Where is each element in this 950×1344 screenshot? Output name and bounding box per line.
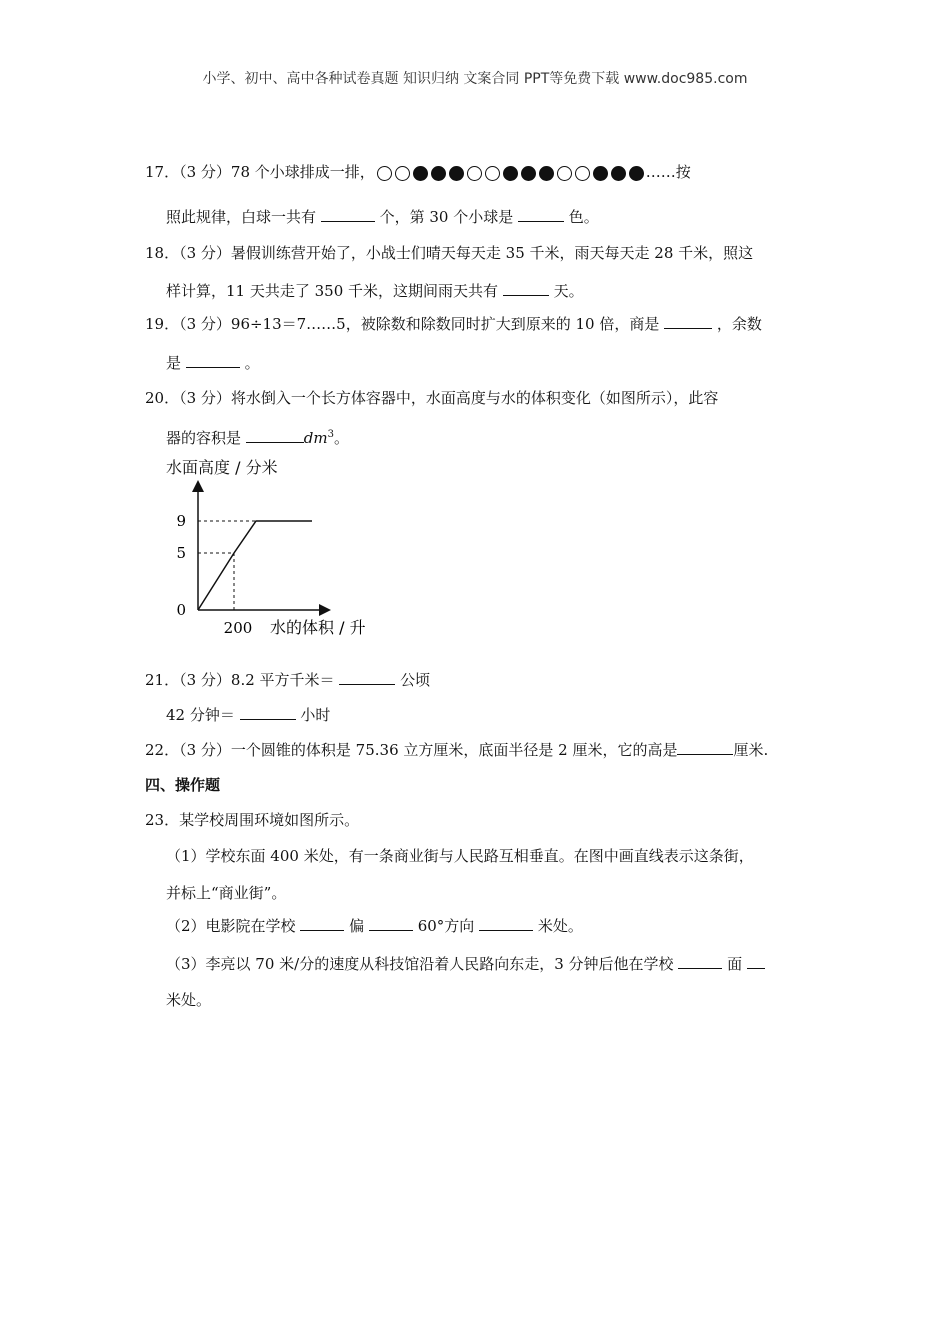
white-ball-icon bbox=[485, 166, 500, 181]
q21-text-a: 21．（3 分）8.2 平方千米＝ bbox=[145, 671, 335, 689]
q17-text-c: 色。 bbox=[568, 208, 599, 226]
q17-text-a: 照此规律，白球一共有 bbox=[166, 208, 317, 226]
q22-text-a: 22．（3 分）一个圆锥的体积是 75.36 立方厘米，底面半径是 2 厘米，它的高是 bbox=[145, 741, 678, 759]
x-tick-200: 200 bbox=[223, 619, 253, 637]
answer-blank[interactable] bbox=[664, 313, 712, 329]
chart-x-axis-label: 水的体积 / 升 bbox=[270, 618, 366, 637]
answer-blank[interactable] bbox=[678, 953, 722, 969]
unit-superscript: 3 bbox=[327, 429, 334, 440]
answer-blank[interactable] bbox=[246, 427, 304, 443]
question-23-line-1: 23．某学校周围环境如图所示。 bbox=[145, 811, 360, 829]
page-header: 小学、初中、高中各种试卷真题 知识归纳 文案合同 PPT等免费下载 www.doc985.com bbox=[202, 71, 748, 87]
question-22 bbox=[145, 739, 768, 761]
q18-text-b: 天。 bbox=[553, 282, 584, 300]
answer-blank[interactable] bbox=[677, 739, 733, 755]
q23-p3-text-a: （3）李亮以 70 米/分的速度从科技馆沿着人民路向东走，3 分钟后他在学校 bbox=[166, 955, 674, 973]
question-23-part-3-line-1 bbox=[166, 953, 765, 975]
question-20-line-2 bbox=[166, 424, 349, 449]
answer-blank[interactable] bbox=[747, 953, 765, 969]
white-ball-icon bbox=[377, 166, 392, 181]
question-23-part-2 bbox=[166, 915, 583, 937]
data-line bbox=[198, 521, 312, 610]
black-ball-icon bbox=[539, 166, 554, 181]
unit-dm: dm bbox=[303, 429, 328, 447]
section-heading: 四、操作题 bbox=[145, 776, 221, 794]
answer-blank[interactable] bbox=[186, 352, 240, 368]
black-ball-icon bbox=[413, 166, 428, 181]
black-ball-icon bbox=[431, 166, 446, 181]
question-23-part-1-line-1: （1）学校东面 400 米处，有一条商业街与人民路互相垂直。在图中画直线表示这条街， bbox=[166, 847, 754, 865]
q19-text-a: 19．（3 分）96÷13＝7……5，被除数和除数同时扩大到原来的 10 倍，商是 bbox=[145, 315, 660, 333]
q20-text-b: 。 bbox=[334, 429, 350, 447]
question-20-line-1: 20．（3 分）将水倒入一个长方体容器中，水面高度与水的体积变化（如图所示），此容 bbox=[145, 389, 719, 407]
answer-blank[interactable] bbox=[518, 206, 564, 222]
q23-p2-text-b: 偏 bbox=[349, 917, 365, 935]
question-23-part-1-line-2: 并标上“商业街”。 bbox=[166, 884, 287, 902]
question-17-line-2 bbox=[166, 206, 599, 228]
white-ball-icon bbox=[395, 166, 410, 181]
ball-pattern bbox=[377, 166, 644, 181]
q23-p3-text-b: 面 bbox=[727, 955, 743, 973]
water-height-chart bbox=[160, 475, 390, 645]
chart-y-axis-label: 水面高度 / 分米 bbox=[166, 458, 278, 477]
q19-text-c: 是 bbox=[166, 354, 182, 372]
q19-text-b: ，余数 bbox=[716, 315, 762, 333]
q20-text-a: 器的容积是 bbox=[166, 429, 242, 447]
q23-p2-text-c: 60°方向 bbox=[417, 917, 475, 935]
q22-text-b: 厘米. bbox=[733, 741, 769, 759]
black-ball-icon bbox=[611, 166, 626, 181]
q23-p2-text-d: 米处。 bbox=[537, 917, 583, 935]
black-ball-icon bbox=[503, 166, 518, 181]
q23-p2-text-a: （2）电影院在学校 bbox=[166, 917, 296, 935]
q17-prefix: 17．（3 分）78 个小球排成一排， bbox=[145, 163, 375, 181]
question-19-line-1 bbox=[145, 313, 762, 335]
q21-text-d: 小时 bbox=[300, 706, 331, 724]
y-tick-0: 0 bbox=[176, 601, 186, 619]
black-ball-icon bbox=[629, 166, 644, 181]
question-21-line-1 bbox=[145, 669, 430, 691]
white-ball-icon bbox=[575, 166, 590, 181]
q19-text-d: 。 bbox=[244, 354, 260, 372]
answer-blank[interactable] bbox=[479, 915, 533, 931]
question-17-line-1 bbox=[145, 161, 691, 183]
q17-text-b: 个，第 30 个小球是 bbox=[379, 208, 514, 226]
q18-text-a: 样计算，11 天共走了 350 千米，这期间雨天共有 bbox=[166, 282, 499, 300]
black-ball-icon bbox=[449, 166, 464, 181]
q17-suffix: ……按 bbox=[645, 163, 691, 181]
y-tick-5: 5 bbox=[176, 544, 186, 562]
white-ball-icon bbox=[557, 166, 572, 181]
answer-blank[interactable] bbox=[321, 206, 375, 222]
y-tick-9: 9 bbox=[176, 512, 186, 530]
q21-text-b: 公顷 bbox=[400, 671, 431, 689]
answer-blank[interactable] bbox=[339, 669, 395, 685]
black-ball-icon bbox=[521, 166, 536, 181]
answer-blank[interactable] bbox=[369, 915, 413, 931]
question-19-line-2 bbox=[166, 352, 260, 374]
answer-blank[interactable] bbox=[240, 704, 296, 720]
question-18-line-1: 18．（3 分）暑假训练营开始了，小战士们晴天每天走 35 千米，雨天每天走 28 千米，照这 bbox=[145, 244, 754, 262]
black-ball-icon bbox=[593, 166, 608, 181]
answer-blank[interactable] bbox=[300, 915, 344, 931]
white-ball-icon bbox=[467, 166, 482, 181]
question-23-part-3-line-2: 米处。 bbox=[166, 991, 212, 1009]
answer-blank[interactable] bbox=[503, 280, 549, 296]
question-18-line-2 bbox=[166, 280, 584, 302]
q21-text-c: 42 分钟＝ bbox=[166, 706, 235, 724]
question-21-line-2 bbox=[166, 704, 330, 726]
